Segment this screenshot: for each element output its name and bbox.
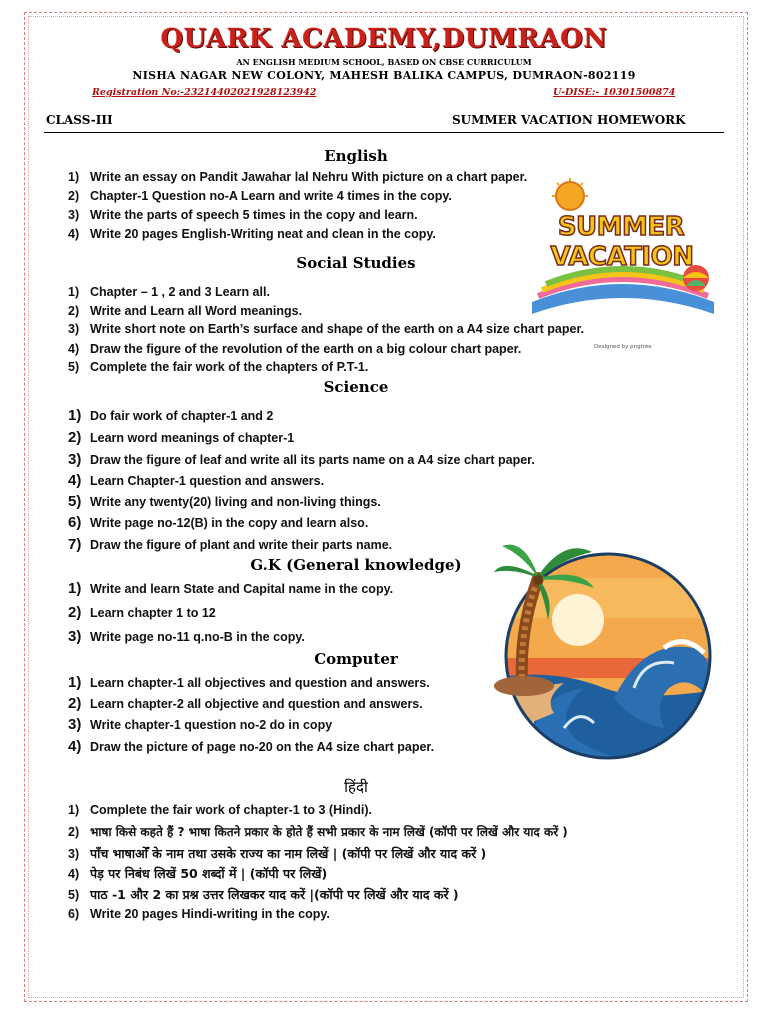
list-item: 3) Write chapter-1 question no-2 do in copy: [68, 716, 333, 733]
list-item: 4) Draw the figure of the revolution of the earth on a big colour chart paper.: [68, 342, 522, 356]
list-item: 4) पेड़ पर निबंध लिखें 50 शब्दों में | (कॉपी पर लिखें): [68, 866, 328, 881]
list-item: 1) Write and learn State and Capital name in the copy.: [68, 580, 394, 597]
class-label: CLASS-III: [46, 113, 113, 127]
list-item: 3) Write short note on Earth’s surface and shape of the earth on a A4 size chart paper.: [68, 322, 585, 336]
list-item: 3) Write page no-11 q.no-B in the copy.: [68, 628, 305, 645]
school-name: QUARK ACADEMY,DUMRAON: [160, 24, 608, 54]
summer-logo-line2: VACATION: [550, 242, 694, 272]
list-item: 2) Chapter-1 Question no-A Learn and write 4 times in the copy.: [68, 189, 452, 203]
list-item: 1) Learn chapter-1 all objectives and question and answers.: [68, 674, 430, 691]
registration-number: Registration No:-23214402021928123942: [92, 87, 317, 98]
list-item: 1) Chapter – 1 , 2 and 3 Learn all.: [68, 285, 270, 299]
palm-tree-wave-illustration: [494, 538, 726, 762]
section-title-hindi: हिंदी: [344, 778, 368, 796]
section-title-social-studies: Social Studies: [296, 254, 416, 272]
list-item: 2) Learn word meanings of chapter-1: [68, 429, 295, 446]
list-item: 5) पाठ -1 और 2 का प्रश्न उत्तर लिखकर याद करें |(कॉपी पर लिखें और याद करें ): [68, 887, 459, 902]
school-address: NISHA NAGAR NEW COLONY, MAHESH BALIKA CAMPUS, DUMRAON-802119: [132, 69, 636, 82]
list-item: 1) Write an essay on Pandit Jawahar lal Nehru With picture on a chart paper.: [68, 170, 528, 184]
homework-label: SUMMER VACATION HOMEWORK: [452, 113, 686, 127]
list-item: 7) Draw the figure of plant and write their parts name.: [68, 536, 393, 553]
section-title-science: Science: [323, 378, 389, 396]
summer-vacation-logo: [524, 178, 720, 318]
logo-credit: Designed by pngtree: [594, 344, 652, 350]
summer-logo-line1: SUMMER: [557, 212, 685, 242]
list-item: 3) Write the parts of speech 5 times in the copy and learn.: [68, 208, 418, 222]
list-item: 4) Draw the picture of page no-20 on the A4 size chart paper.: [68, 738, 435, 755]
list-item: 4) Write 20 pages English-Writing neat and clean in the copy.: [68, 227, 436, 241]
list-item: 5) Write any twenty(20) living and non-living things.: [68, 493, 381, 510]
list-item: 2) भाषा किसे कहते हैं ? भाषा कितने प्रकार के होते हैं सभी प्रकार के नाम लिखें (कॉपी पर लिखें और याद करें ): [68, 825, 568, 839]
list-item: 6) Write page no-12(B) in the copy and learn also.: [68, 514, 369, 531]
list-item: 6) Write 20 pages Hindi-writing in the copy.: [68, 907, 330, 921]
header-divider: [44, 132, 724, 133]
udise-number: U-DISE:- 10301500874: [553, 87, 676, 98]
list-item: 2) Learn chapter 1 to 12: [68, 604, 216, 621]
section-title-gk: G.K (General knowledge): [250, 556, 462, 574]
list-item: 4) Learn Chapter-1 question and answers.: [68, 472, 325, 489]
school-tagline: AN ENGLISH MEDIUM SCHOOL, BASED ON CBSE CURRICULUM: [236, 57, 532, 67]
list-item: 2) Learn chapter-2 all objective and question and answers.: [68, 695, 423, 712]
section-title-computer: Computer: [314, 650, 398, 668]
list-item: 3) पाँच भाषाओँ के नाम तथा उसके राज्य का नाम लिखें | (कॉपी पर लिखें और याद करें ): [68, 846, 487, 861]
list-item: 1) Do fair work of chapter-1 and 2: [68, 407, 274, 424]
list-item: 3) Draw the figure of leaf and write all its parts name on a A4 size chart paper.: [68, 451, 535, 468]
section-title-english: English: [324, 147, 388, 165]
list-item: 5) Complete the fair work of the chapters of P.T-1.: [68, 360, 369, 374]
list-item: 1) Complete the fair work of chapter-1 to 3 (Hindi).: [68, 803, 372, 817]
list-item: 2) Write and Learn all Word meanings.: [68, 304, 303, 318]
